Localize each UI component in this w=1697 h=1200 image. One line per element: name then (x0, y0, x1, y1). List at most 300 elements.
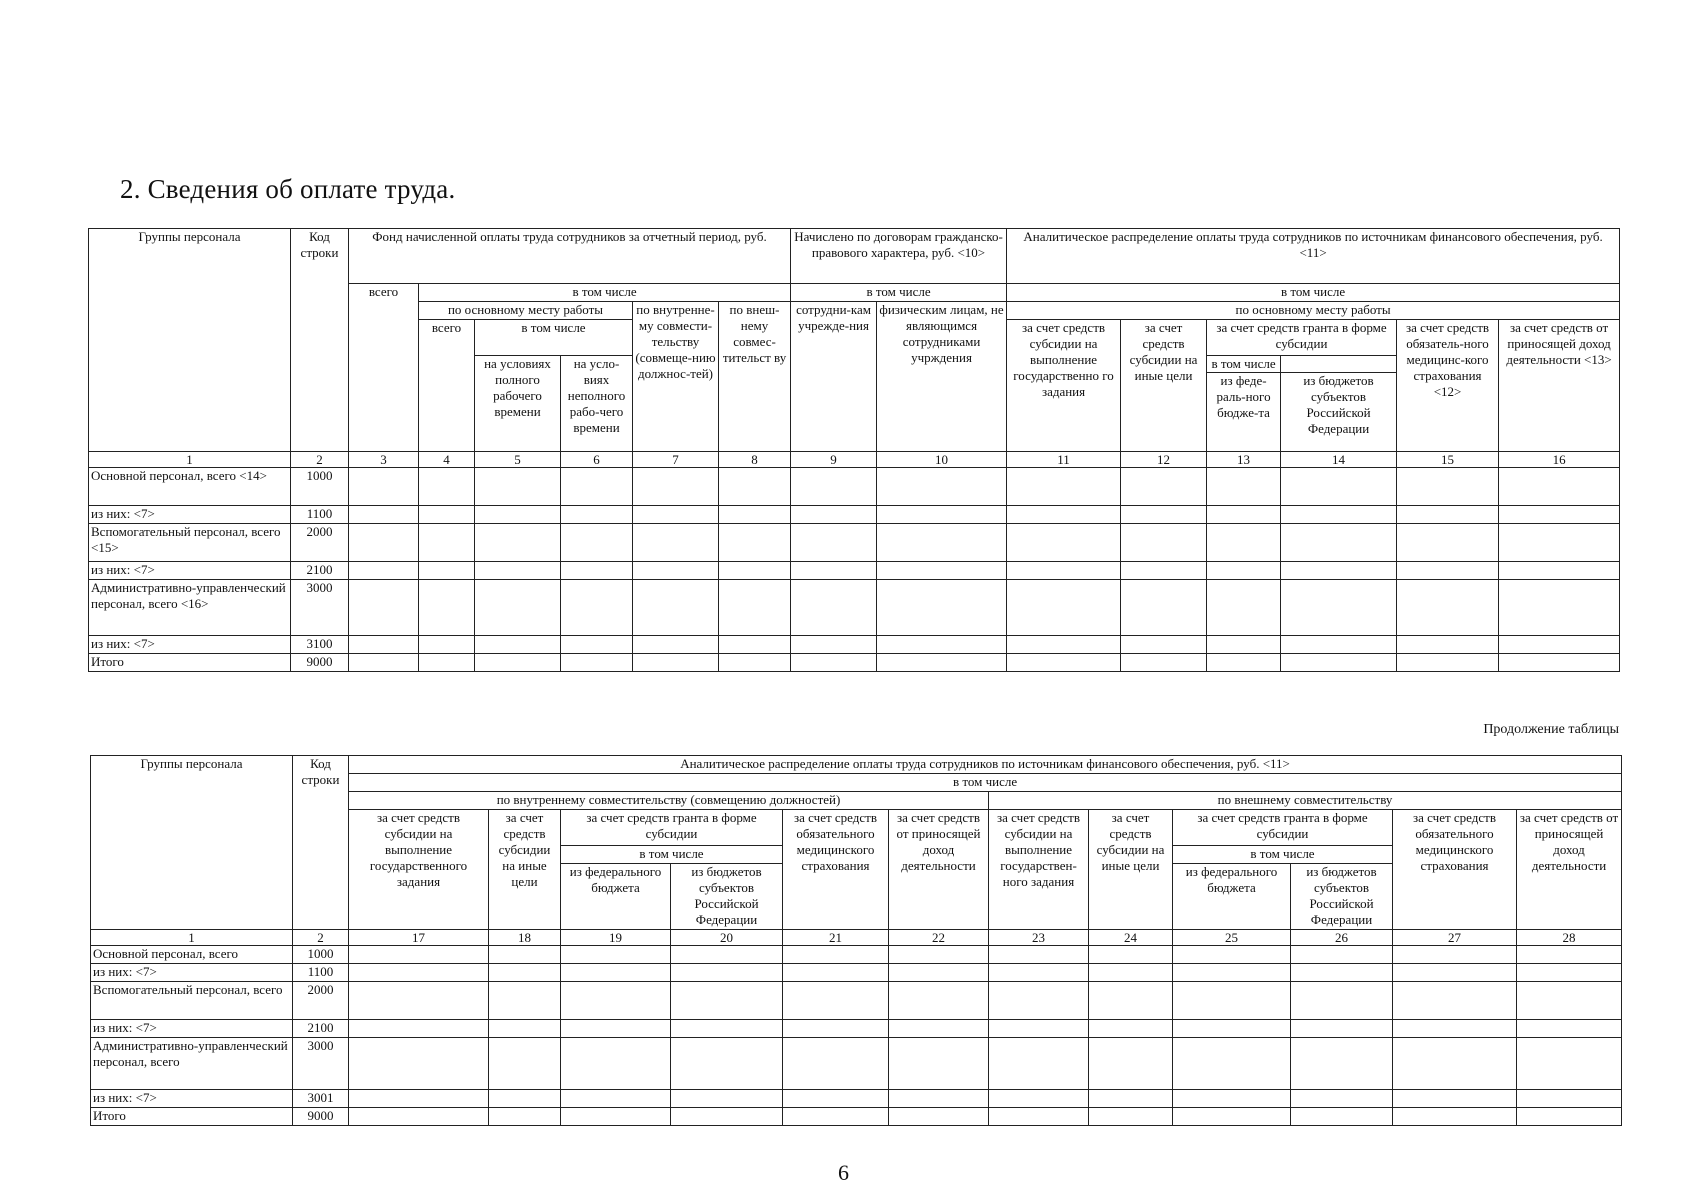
value-cell[interactable] (1281, 524, 1397, 562)
value-cell[interactable] (349, 524, 419, 562)
column-number: 9 (791, 452, 877, 468)
header-grant-in-that: в том числе (561, 846, 783, 864)
value-cell[interactable] (1281, 468, 1397, 506)
header-total: всего (349, 284, 419, 452)
header-analytic: Аналитическое распределение оплаты труда сотрудников по источникам финансового обеспечения, руб. <11> (1007, 229, 1620, 284)
header-regional-cell (1281, 356, 1397, 452)
header-internal: по внутреннему совместительству (совмещению должностей) (349, 792, 989, 810)
value-cell[interactable] (1397, 654, 1499, 672)
value-cell[interactable] (561, 982, 671, 1020)
value-cell[interactable] (1121, 580, 1207, 636)
header-grant-split (1207, 356, 1281, 452)
value-cell[interactable] (1281, 580, 1397, 636)
row-code: 9000 (293, 1108, 349, 1126)
value-cell[interactable] (1517, 1038, 1622, 1090)
value-cell[interactable] (1281, 654, 1397, 672)
value-cell[interactable] (349, 636, 419, 654)
row-code: 2100 (293, 1020, 349, 1038)
column-number: 25 (1173, 930, 1291, 946)
value-cell[interactable] (349, 1108, 489, 1126)
value-cell[interactable] (877, 562, 1007, 580)
row-label: из них: <7> (89, 562, 291, 580)
value-cell[interactable] (1281, 636, 1397, 654)
value-cell[interactable] (1393, 1090, 1517, 1108)
header-grant: за счет средств гранта в форме субсидии (1207, 320, 1397, 356)
column-number: 12 (1121, 452, 1207, 468)
header-part-time: на усло-виях неполного рабо-чего времени (561, 356, 633, 452)
value-cell[interactable] (989, 1020, 1089, 1038)
row-label: из них: <7> (91, 1090, 293, 1108)
header-ext-grant-in-that: в том числе (1173, 846, 1393, 864)
value-cell[interactable] (1281, 506, 1397, 524)
column-number: 21 (783, 930, 889, 946)
value-cell[interactable] (419, 506, 475, 524)
value-cell[interactable] (671, 1108, 783, 1126)
column-number: 23 (989, 930, 1089, 946)
value-cell[interactable] (1089, 964, 1173, 982)
row-label: из них: <7> (89, 636, 291, 654)
header-main-total: всего (419, 320, 475, 452)
value-cell[interactable] (419, 468, 475, 506)
value-cell[interactable] (1499, 636, 1620, 654)
value-cell[interactable] (877, 468, 1007, 506)
value-cell[interactable] (1121, 562, 1207, 580)
header-employees: сотрудни-кам учрежде-ния (791, 302, 877, 452)
row-label: Итого (89, 654, 291, 672)
value-cell[interactable] (1207, 562, 1281, 580)
column-number: 5 (475, 452, 561, 468)
value-cell[interactable] (1207, 524, 1281, 562)
value-cell[interactable] (877, 654, 1007, 672)
column-number: 1 (89, 452, 291, 468)
header-subsidy-state: за счет средств субсидии на выполнение государственного задания (349, 810, 489, 930)
header-civil-in-that: в том числе (791, 284, 1007, 302)
header-analytic-in-that: в том числе (1007, 284, 1620, 302)
value-cell[interactable] (349, 562, 419, 580)
value-cell[interactable] (1089, 982, 1173, 1020)
value-cell[interactable] (671, 964, 783, 982)
table-row (91, 982, 1622, 1020)
value-cell[interactable] (1517, 946, 1622, 964)
table-row (89, 654, 1620, 672)
header-subsidy-state: за счет средств субсидии на выполнение государственно го задания (1007, 320, 1121, 452)
value-cell[interactable] (889, 946, 989, 964)
value-cell[interactable] (1121, 654, 1207, 672)
row-code: 3000 (291, 580, 349, 636)
value-cell[interactable] (877, 506, 1007, 524)
value-cell[interactable] (719, 468, 791, 506)
table-row (91, 1108, 1622, 1126)
value-cell[interactable] (1393, 1108, 1517, 1126)
value-cell[interactable] (1007, 468, 1121, 506)
value-cell[interactable] (1207, 580, 1281, 636)
column-number: 19 (561, 930, 671, 946)
value-cell[interactable] (989, 946, 1089, 964)
value-cell[interactable] (1393, 1020, 1517, 1038)
value-cell[interactable] (489, 1108, 561, 1126)
value-cell[interactable] (349, 654, 419, 672)
value-cell[interactable] (791, 562, 877, 580)
value-cell[interactable] (489, 1090, 561, 1108)
header-external: по внеш-нему совмес-тительст ву (719, 302, 791, 452)
column-number: 11 (1007, 452, 1121, 468)
column-number: 22 (889, 930, 989, 946)
value-cell[interactable] (349, 982, 489, 1020)
value-cell[interactable] (1207, 654, 1281, 672)
value-cell[interactable] (561, 524, 633, 562)
value-cell[interactable] (1089, 1020, 1173, 1038)
value-cell[interactable] (671, 946, 783, 964)
value-cell[interactable] (349, 580, 419, 636)
row-code: 1000 (293, 946, 349, 964)
header-regional: из бюджетов субъектов Российской Федерации (1303, 373, 1374, 436)
value-cell[interactable] (783, 1108, 889, 1126)
value-cell[interactable] (783, 1020, 889, 1038)
value-cell[interactable] (489, 946, 561, 964)
header-federal: из феде-раль-ного бюдже-та (1216, 373, 1271, 420)
row-label: из них: <7> (89, 506, 291, 524)
value-cell[interactable] (1089, 946, 1173, 964)
header-code: Код строки (291, 229, 349, 452)
value-cell[interactable] (1089, 1108, 1173, 1126)
row-label: Основной персонал, всего <14> (89, 468, 291, 506)
value-cell[interactable] (783, 982, 889, 1020)
value-cell[interactable] (1499, 580, 1620, 636)
value-cell[interactable] (349, 964, 489, 982)
header-code: Код строки (293, 756, 349, 930)
value-cell[interactable] (1393, 982, 1517, 1020)
table-row (91, 1038, 1622, 1090)
value-cell[interactable] (419, 524, 475, 562)
value-cell[interactable] (633, 580, 719, 636)
value-cell[interactable] (719, 654, 791, 672)
value-cell[interactable] (719, 636, 791, 654)
header-oms: за счет средств обязательного медицинского страхования (783, 810, 889, 930)
value-cell[interactable] (561, 562, 633, 580)
value-cell[interactable] (1291, 946, 1393, 964)
value-cell[interactable] (1291, 1108, 1393, 1126)
value-cell[interactable] (989, 964, 1089, 982)
value-cell[interactable] (633, 562, 719, 580)
value-cell[interactable] (561, 580, 633, 636)
column-number: 13 (1207, 452, 1281, 468)
column-number-row (91, 930, 1622, 946)
value-cell[interactable] (349, 1038, 489, 1090)
value-cell[interactable] (1291, 1038, 1393, 1090)
value-cell[interactable] (719, 506, 791, 524)
header-ext-regional: из бюджетов субъектов Российской Федерации (1291, 864, 1393, 930)
value-cell[interactable] (633, 468, 719, 506)
header-ext-oms: за счет средств обязательного медицинского страхования (1393, 810, 1517, 930)
value-cell[interactable] (889, 982, 989, 1020)
value-cell[interactable] (1007, 636, 1121, 654)
value-cell[interactable] (349, 1020, 489, 1038)
value-cell[interactable] (1393, 964, 1517, 982)
value-cell[interactable] (989, 1038, 1089, 1090)
value-cell[interactable] (1089, 1038, 1173, 1090)
header-ext-federal: из федерального бюджета (1173, 864, 1291, 930)
header-group: Группы персонала (91, 756, 293, 930)
value-cell[interactable] (1499, 468, 1620, 506)
row-label: Вспомогательный персонал, всего <15> (89, 524, 291, 562)
column-number: 24 (1089, 930, 1173, 946)
value-cell[interactable] (671, 1020, 783, 1038)
value-cell[interactable] (561, 654, 633, 672)
value-cell[interactable] (349, 946, 489, 964)
row-code: 1100 (293, 964, 349, 982)
value-cell[interactable] (561, 1038, 671, 1090)
value-cell[interactable] (1397, 636, 1499, 654)
value-cell[interactable] (791, 580, 877, 636)
value-cell[interactable] (791, 468, 877, 506)
value-cell[interactable] (783, 946, 889, 964)
column-number: 16 (1499, 452, 1620, 468)
value-cell[interactable] (1173, 1020, 1291, 1038)
value-cell[interactable] (475, 636, 561, 654)
value-cell[interactable] (1397, 468, 1499, 506)
value-cell[interactable] (1121, 524, 1207, 562)
table-row (91, 1020, 1622, 1038)
value-cell[interactable] (561, 468, 633, 506)
column-number-row (89, 452, 1620, 468)
value-cell[interactable] (475, 506, 561, 524)
value-cell[interactable] (633, 524, 719, 562)
header-individuals: физическим лицам, не являющимся сотрудниками учрждения (877, 302, 1007, 452)
value-cell[interactable] (1393, 946, 1517, 964)
column-number: 28 (1517, 930, 1622, 946)
value-cell[interactable] (1007, 654, 1121, 672)
table-row (89, 506, 1620, 524)
value-cell[interactable] (783, 964, 889, 982)
value-cell[interactable] (475, 562, 561, 580)
value-cell[interactable] (783, 1038, 889, 1090)
value-cell[interactable] (1517, 982, 1622, 1020)
column-number: 7 (633, 452, 719, 468)
value-cell[interactable] (1397, 580, 1499, 636)
header-main-place: по основному месту работы (419, 302, 633, 320)
row-label: Административно-управленческий персонал, всего (91, 1038, 293, 1090)
value-cell[interactable] (561, 946, 671, 964)
value-cell[interactable] (419, 654, 475, 672)
header-fund: Фонд начисленной оплаты труда сотрудников за отчетный период, руб. (349, 229, 791, 284)
table-row (89, 636, 1620, 654)
value-cell[interactable] (719, 524, 791, 562)
value-cell[interactable] (349, 468, 419, 506)
value-cell[interactable] (475, 580, 561, 636)
value-cell[interactable] (561, 1090, 671, 1108)
value-cell[interactable] (1173, 964, 1291, 982)
row-code: 1000 (291, 468, 349, 506)
value-cell[interactable] (783, 1090, 889, 1108)
value-cell[interactable] (1393, 1038, 1517, 1090)
column-number: 20 (671, 930, 783, 946)
value-cell[interactable] (1007, 506, 1121, 524)
value-cell[interactable] (1517, 1090, 1622, 1108)
value-cell[interactable] (1499, 562, 1620, 580)
row-code: 1100 (291, 506, 349, 524)
value-cell[interactable] (1517, 1108, 1622, 1126)
value-cell[interactable] (1007, 580, 1121, 636)
column-number: 18 (489, 930, 561, 946)
value-cell[interactable] (561, 964, 671, 982)
value-cell[interactable] (475, 654, 561, 672)
value-cell[interactable] (671, 1090, 783, 1108)
value-cell[interactable] (791, 506, 877, 524)
value-cell[interactable] (791, 654, 877, 672)
value-cell[interactable] (1173, 1038, 1291, 1090)
value-cell[interactable] (419, 636, 475, 654)
row-code: 2000 (293, 982, 349, 1020)
header-ext-grant: за счет средств гранта в форме субсидии (1173, 810, 1393, 846)
value-cell[interactable] (791, 636, 877, 654)
value-cell[interactable] (877, 524, 1007, 562)
row-code: 3000 (293, 1038, 349, 1090)
value-cell[interactable] (1173, 1108, 1291, 1126)
value-cell[interactable] (561, 636, 633, 654)
value-cell[interactable] (1121, 636, 1207, 654)
value-cell[interactable] (489, 1020, 561, 1038)
value-cell[interactable] (889, 1038, 989, 1090)
column-number: 17 (349, 930, 489, 946)
value-cell[interactable] (989, 1090, 1089, 1108)
value-cell[interactable] (889, 964, 989, 982)
value-cell[interactable] (489, 964, 561, 982)
row-label: Итого (91, 1108, 293, 1126)
value-cell[interactable] (989, 1108, 1089, 1126)
table-row (89, 580, 1620, 636)
value-cell[interactable] (561, 506, 633, 524)
table-row (89, 562, 1620, 580)
value-cell[interactable] (1291, 1090, 1393, 1108)
value-cell[interactable] (419, 580, 475, 636)
value-cell[interactable] (877, 580, 1007, 636)
value-cell[interactable] (1173, 1090, 1291, 1108)
header-in-that-number: в том числе (419, 284, 791, 302)
value-cell[interactable] (719, 580, 791, 636)
value-cell[interactable] (1291, 1020, 1393, 1038)
value-cell[interactable] (877, 636, 1007, 654)
value-cell[interactable] (1207, 468, 1281, 506)
value-cell[interactable] (1207, 636, 1281, 654)
column-number: 1 (91, 930, 293, 946)
value-cell[interactable] (1173, 946, 1291, 964)
row-label: из них: <7> (91, 964, 293, 982)
value-cell[interactable] (633, 506, 719, 524)
value-cell[interactable] (633, 654, 719, 672)
value-cell[interactable] (1397, 562, 1499, 580)
column-number: 2 (293, 930, 349, 946)
value-cell[interactable] (1121, 468, 1207, 506)
value-cell[interactable] (475, 468, 561, 506)
header-federal: из федерального бюджета (561, 864, 671, 930)
value-cell[interactable] (1007, 524, 1121, 562)
table-row (89, 468, 1620, 506)
header-income: за счет средств от приносящей доход деятельности (889, 810, 989, 930)
value-cell[interactable] (671, 1038, 783, 1090)
header-income: за счет средств от приносящей доход деятельности <13> (1499, 320, 1620, 452)
value-cell[interactable] (1499, 654, 1620, 672)
value-cell[interactable] (419, 562, 475, 580)
value-cell[interactable] (349, 1090, 489, 1108)
payroll-table-part-1 (88, 228, 1620, 672)
table-row (91, 1090, 1622, 1108)
value-cell[interactable] (561, 1020, 671, 1038)
header-grant-in-that-line (1281, 356, 1396, 373)
header-oms: за счет средств обязатель-ного медицинс-кого страхования <12> (1397, 320, 1499, 452)
value-cell[interactable] (1207, 506, 1281, 524)
value-cell[interactable] (1089, 1090, 1173, 1108)
value-cell[interactable] (889, 1090, 989, 1108)
value-cell[interactable] (1121, 506, 1207, 524)
value-cell[interactable] (1397, 524, 1499, 562)
row-label: Вспомогательный персонал, всего (91, 982, 293, 1020)
column-number: 10 (877, 452, 1007, 468)
value-cell[interactable] (1173, 982, 1291, 1020)
value-cell[interactable] (1007, 562, 1121, 580)
value-cell[interactable] (489, 1038, 561, 1090)
column-number: 6 (561, 452, 633, 468)
header-subsidy-other: за счет средств субсидии на иные цели (489, 810, 561, 930)
value-cell[interactable] (1291, 964, 1393, 982)
header-full-time: на условиях полного рабочего времени (475, 356, 561, 452)
column-number: 2 (291, 452, 349, 468)
value-cell[interactable] (671, 982, 783, 1020)
value-cell[interactable] (349, 506, 419, 524)
value-cell[interactable] (889, 1108, 989, 1126)
column-number: 8 (719, 452, 791, 468)
row-label: Административно-управленческий персонал, всего <16> (89, 580, 291, 636)
header-ext-subsidy-other: за счет средств субсидии на иные цели (1089, 810, 1173, 930)
value-cell[interactable] (1281, 562, 1397, 580)
value-cell[interactable] (489, 982, 561, 1020)
value-cell[interactable] (1397, 506, 1499, 524)
value-cell[interactable] (1517, 964, 1622, 982)
value-cell[interactable] (791, 524, 877, 562)
column-number: 14 (1281, 452, 1397, 468)
continuation-label: Продолжение таблицы (1483, 722, 1619, 737)
row-code: 9000 (291, 654, 349, 672)
column-number: 26 (1291, 930, 1393, 946)
value-cell[interactable] (1291, 982, 1393, 1020)
header-ext-income: за счет средств от приносящей доход деятельности (1517, 810, 1622, 930)
value-cell[interactable] (1517, 1020, 1622, 1038)
header-internal: по внутренне-му совмести-тельству (совмеще-нию должнос-тей) (633, 302, 719, 452)
page-number: 6 (838, 1160, 849, 1185)
header-analytic: Аналитическое распределение оплаты труда сотрудников по источникам финансового обеспечения, руб. <11> (349, 756, 1622, 774)
value-cell[interactable] (1499, 506, 1620, 524)
header-subsidy-other: за счет средств субсидии на иные цели (1121, 320, 1207, 452)
value-cell[interactable] (1499, 524, 1620, 562)
value-cell[interactable] (633, 636, 719, 654)
table-row (89, 524, 1620, 562)
header-in-that-number: в том числе (349, 774, 1622, 792)
header-grant: за счет средств гранта в форме субсидии (561, 810, 783, 846)
value-cell[interactable] (561, 1108, 671, 1126)
row-code: 2000 (291, 524, 349, 562)
row-code: 3001 (293, 1090, 349, 1108)
value-cell[interactable] (989, 982, 1089, 1020)
column-number: 4 (419, 452, 475, 468)
value-cell[interactable] (475, 524, 561, 562)
row-code: 3100 (291, 636, 349, 654)
table-row (91, 964, 1622, 982)
value-cell[interactable] (719, 562, 791, 580)
header-civil: Начислено по договорам гражданско-правового характера, руб. <10> (791, 229, 1007, 284)
table-row (91, 946, 1622, 964)
section-title: 2. Сведения об оплате труда. (120, 174, 456, 204)
payroll-table-part-2 (90, 755, 1622, 1126)
value-cell[interactable] (889, 1020, 989, 1038)
